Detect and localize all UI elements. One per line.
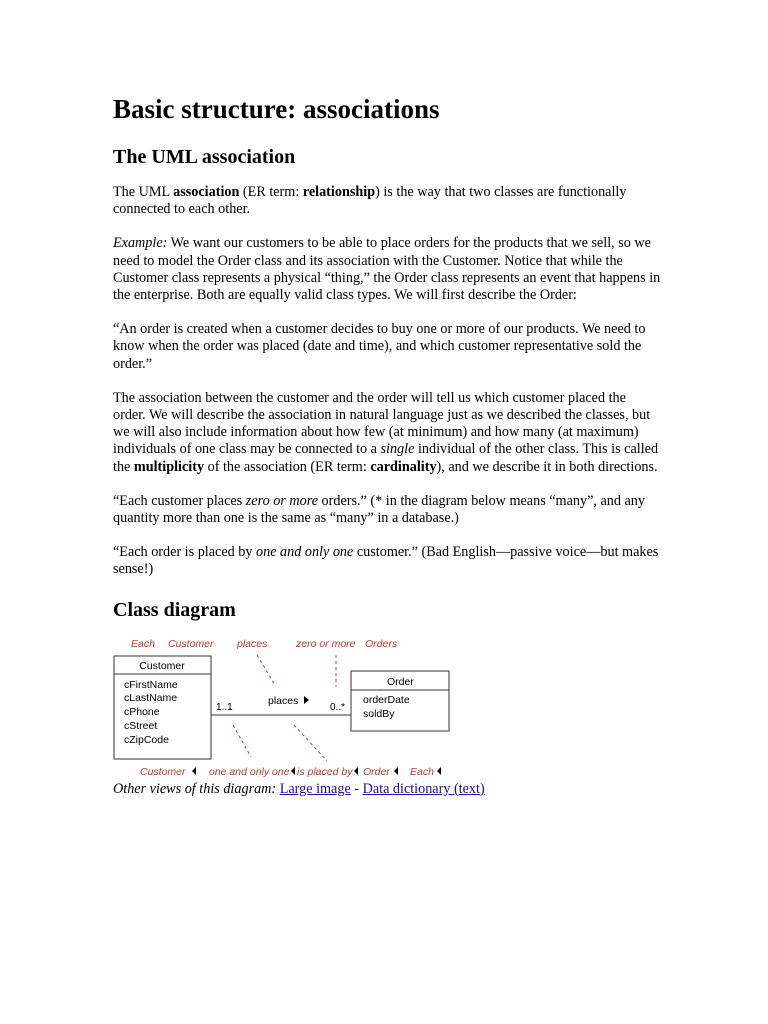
association-name: places bbox=[268, 694, 299, 707]
diagram-label-customer-top: Customer bbox=[168, 637, 214, 650]
text-run: individual of the other class. This is called the bbox=[113, 441, 659, 475]
text-run: orders.” (* in the diagram below means “many”, and any quantity more than one is the same as “many” in a database.) bbox=[113, 492, 645, 527]
term-association: association bbox=[173, 184, 240, 200]
term-cardinality: cardinality bbox=[370, 458, 437, 475]
pointer-line-places bbox=[257, 655, 275, 685]
term-multiplicity: multiplicity bbox=[133, 458, 205, 475]
text-run: customer.” (Bad English—passive voice—but makes sense!) bbox=[113, 544, 659, 578]
text-emphasis: one and only one bbox=[256, 544, 354, 561]
attr-cphone: cPhone bbox=[124, 705, 160, 718]
text-run: The association between the customer and the order will tell us which customer placed the order. We will describe the association in natural language just as we described the classes, but we will also include information about how few (at minimum) and how many (at maximum) individuals of one class may be connected to a bbox=[113, 389, 651, 458]
diagram-label-places-top: places bbox=[237, 637, 268, 650]
order-class-box bbox=[351, 671, 449, 731]
attr-czipcode: cZipCode bbox=[124, 733, 169, 746]
diagram-label-zero-or-more: zero or more bbox=[296, 637, 356, 650]
text-emphasis: single bbox=[380, 441, 415, 458]
diagram-label-order-bottom: Order bbox=[363, 765, 390, 778]
class-diagram bbox=[113, 631, 661, 781]
class-diagram-svg bbox=[113, 631, 661, 781]
arrow-left-icon bbox=[437, 767, 441, 775]
arrow-left-icon bbox=[394, 767, 398, 775]
other-views-line bbox=[113, 781, 661, 798]
multiplicity-customer: 1..1 bbox=[216, 701, 233, 713]
attr-cfirstname: cFirstName bbox=[124, 678, 178, 691]
arrow-left-icon bbox=[291, 767, 295, 775]
diagram-label-each-top: Each bbox=[131, 637, 155, 650]
attr-cstreet: cStreet bbox=[124, 719, 158, 732]
paragraph-quote-order: “An order is created when a customer decides to buy one or more of our products. We need to know when the order was placed (date and time), and which customer representative sold the order.” bbox=[113, 321, 646, 372]
arrow-left-icon bbox=[354, 767, 358, 775]
text-run: (ER term: bbox=[239, 184, 303, 200]
customer-class-name: Customer bbox=[139, 659, 185, 672]
arrow-left-icon bbox=[192, 767, 196, 775]
term-relationship: relationship bbox=[302, 184, 376, 200]
data-dictionary-link[interactable]: Data dictionary (text) bbox=[362, 780, 485, 797]
pointer-line-one-only bbox=[233, 725, 251, 757]
text-run: of the association (ER term: bbox=[204, 458, 371, 475]
paragraph-example bbox=[113, 235, 661, 304]
other-views-label: Other views of this diagram: bbox=[113, 780, 277, 797]
attr-soldby: soldBy bbox=[363, 707, 395, 720]
large-image-link[interactable]: Large image bbox=[279, 780, 351, 797]
text-run: ) is the way that two classes are functionally connected to each other. bbox=[113, 184, 627, 218]
page-title: Basic structure: associations bbox=[113, 94, 440, 124]
paragraph-customer-places bbox=[113, 493, 661, 527]
paragraph-order-placed bbox=[113, 544, 661, 578]
text-run: ), and we describe it in both directions. bbox=[436, 458, 658, 475]
diagram-label-one-and-only-one: one and only one bbox=[209, 765, 290, 778]
diagram-label-orders: Orders bbox=[365, 637, 398, 650]
paragraph-multiplicity bbox=[113, 390, 661, 476]
multiplicity-order: 0..* bbox=[330, 701, 346, 713]
text-run: “Each order is placed by bbox=[113, 544, 256, 561]
text-run: The UML bbox=[113, 184, 174, 200]
pointer-line-placed-by bbox=[294, 725, 327, 761]
order-class-name: Order bbox=[387, 675, 414, 688]
attr-clastname: cLastName bbox=[124, 691, 178, 704]
diagram-label-each-bottom: Each bbox=[410, 765, 434, 778]
section-heading-class-diagram: Class diagram bbox=[113, 598, 236, 621]
diagram-label-is-placed-by: is placed by bbox=[297, 765, 353, 778]
example-label: Example: bbox=[113, 235, 168, 252]
document-page bbox=[113, 92, 661, 815]
text-run: We want our customers to be able to place orders for the products that we sell, so we need to model the Order class and its association with the Customer. Notice that while the Customer class represents a physical “thing,” the Order class represents an event that happens in the enterprise. Both are equally valid class types. We will first describe the Order: bbox=[113, 235, 661, 304]
section-heading-uml-association: The UML association bbox=[113, 146, 296, 168]
customer-class-box bbox=[114, 656, 211, 759]
direction-arrow-right-icon bbox=[304, 696, 309, 704]
link-separator: - bbox=[350, 780, 363, 797]
text-run: “Each customer places bbox=[113, 492, 246, 509]
attr-orderdate: orderDate bbox=[363, 693, 410, 706]
diagram-label-customer-bottom: Customer bbox=[140, 765, 186, 778]
text-emphasis: zero or more bbox=[245, 492, 318, 509]
paragraph-definition bbox=[113, 184, 661, 218]
